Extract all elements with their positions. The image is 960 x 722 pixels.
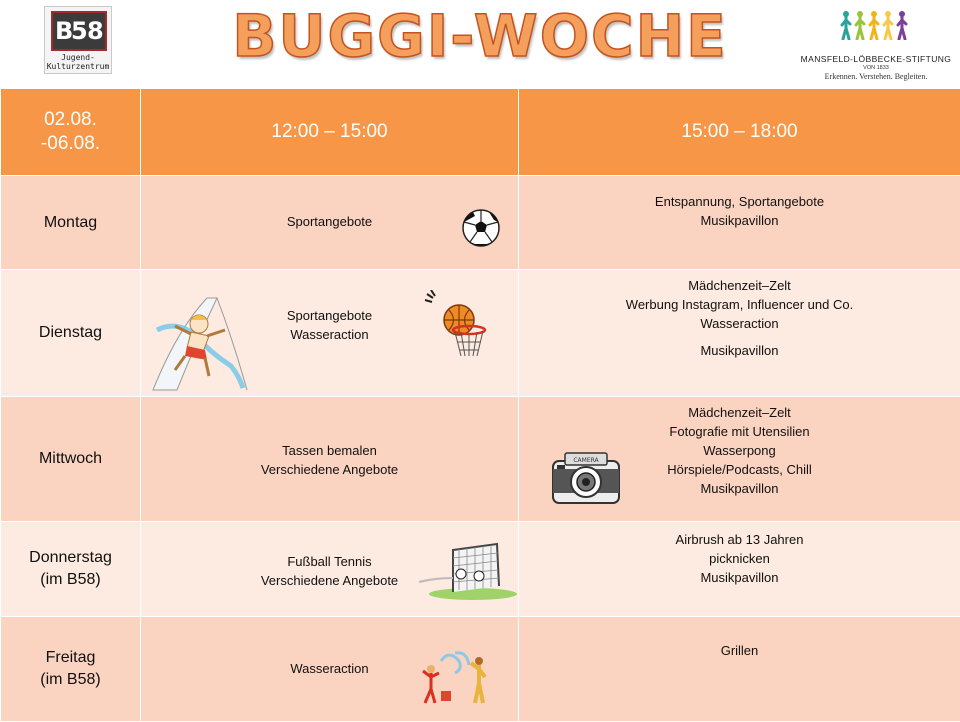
table-row: [1, 522, 960, 617]
slot2-activities: [519, 403, 960, 498]
person-figure: [870, 11, 878, 39]
day-cell: [1, 270, 141, 397]
table-row: [1, 270, 960, 397]
stiftung-name: MANSFELD-LÖBBECKE-STIFTUNG: [796, 54, 956, 64]
activity-line: Mädchenzeit–Zelt: [519, 403, 960, 422]
activity-line: Musikpavillon: [519, 568, 960, 587]
slot1-cell: [141, 397, 519, 522]
slot2-cell: [519, 176, 960, 270]
activity-line: Grillen: [519, 641, 960, 660]
activity-line: Sportangebote: [141, 306, 518, 325]
activity-line: Fußball Tennis: [141, 552, 518, 571]
schedule-table: [0, 88, 960, 722]
slot2-activities: [519, 192, 960, 230]
person-figure: [842, 11, 850, 39]
slot2-cell: [519, 270, 960, 397]
slot1-cell: [141, 176, 519, 270]
b58-logo-digit-5: 5: [71, 17, 88, 45]
date-end: -06.08.: [41, 133, 100, 154]
day-label: Montag: [44, 214, 97, 231]
slot2-activities: [519, 641, 960, 660]
person-figure: [884, 11, 892, 39]
page-title: BUGGI-WOCHE: [0, 2, 960, 70]
stiftung-tagline: Erkennen. Verstehen. Begleiten.: [796, 72, 956, 81]
slot1-header: 12:00 – 15:00: [141, 89, 519, 176]
activity-line: Sportangebote: [141, 212, 518, 231]
slot1-cell: [141, 270, 519, 397]
day-cell: [1, 522, 141, 617]
header: [0, 0, 960, 88]
activity-line: Hörspiele/Podcasts, Chill: [519, 460, 960, 479]
activity-line: Wasseraction: [519, 314, 960, 333]
slot2-cell: [519, 522, 960, 617]
activity-line: Werbung Instagram, Influencer und Co.: [519, 295, 960, 314]
b58-logo-letter-b: B: [55, 17, 73, 45]
activity-line: Verschiedene Angebote: [141, 460, 518, 479]
slot1-cell: [141, 522, 519, 617]
day-cell: [1, 617, 141, 722]
table-row: [1, 617, 960, 722]
stiftung-logo: [796, 10, 956, 82]
table-header-row: [1, 89, 960, 176]
day-cell: [1, 397, 141, 522]
person-figure: [898, 11, 906, 39]
b58-caption-line: Kulturzentrum: [45, 62, 111, 71]
b58-caption-line: Jugend-: [45, 53, 111, 62]
activity-line: Wasseraction: [141, 659, 518, 678]
activity-line: Airbrush ab 13 Jahren: [519, 530, 960, 549]
day-location: (im B58): [40, 671, 100, 688]
day-location: (im B58): [40, 571, 100, 588]
slot2-cell: [519, 617, 960, 722]
stiftung-since: VON 1833: [796, 65, 956, 71]
camera-label: CAMERA: [573, 457, 599, 464]
day-label: Freitag: [46, 649, 96, 666]
date-range-header: [1, 89, 141, 176]
water-fun-people-icon: [419, 647, 493, 707]
day-label: Donnerstag: [29, 549, 112, 566]
b58-logo-digit-8: 8: [87, 17, 104, 45]
table-row: [1, 176, 960, 270]
slot1-activities: [141, 441, 518, 479]
activity-line: Tassen bemalen: [141, 441, 518, 460]
slot1-cell: [141, 617, 519, 722]
activity-line: Verschiedene Angebote: [141, 571, 518, 590]
date-start: 02.08.: [44, 109, 97, 130]
activity-line: Musikpavillon: [519, 479, 960, 498]
day-cell: [1, 176, 141, 270]
activity-line: Fotografie mit Utensilien: [519, 422, 960, 441]
activity-line: Entspannung, Sportangebote: [519, 192, 960, 211]
activity-line: picknicken: [519, 549, 960, 568]
slot2-activities: [519, 276, 960, 360]
activity-line: Wasserpong: [519, 441, 960, 460]
people-figures-icon: [840, 10, 910, 40]
activity-line: Musikpavillon: [519, 211, 960, 230]
activity-line: Musikpavillon: [519, 341, 960, 360]
soccer-ball-icon: [461, 208, 501, 248]
day-label: Dienstag: [39, 324, 102, 341]
table-row: [1, 397, 960, 522]
day-label: Mittwoch: [39, 450, 102, 467]
person-figure: [856, 11, 864, 39]
basketball-hoop-icon: [423, 290, 489, 360]
soccer-goal-icon: [417, 542, 517, 602]
activity-line: Mädchenzeit–Zelt: [519, 276, 960, 295]
activity-line: Wasseraction: [141, 325, 518, 344]
slot2-cell: [519, 397, 960, 522]
slot2-activities: [519, 530, 960, 587]
slot2-header: 15:00 – 18:00: [519, 89, 960, 176]
